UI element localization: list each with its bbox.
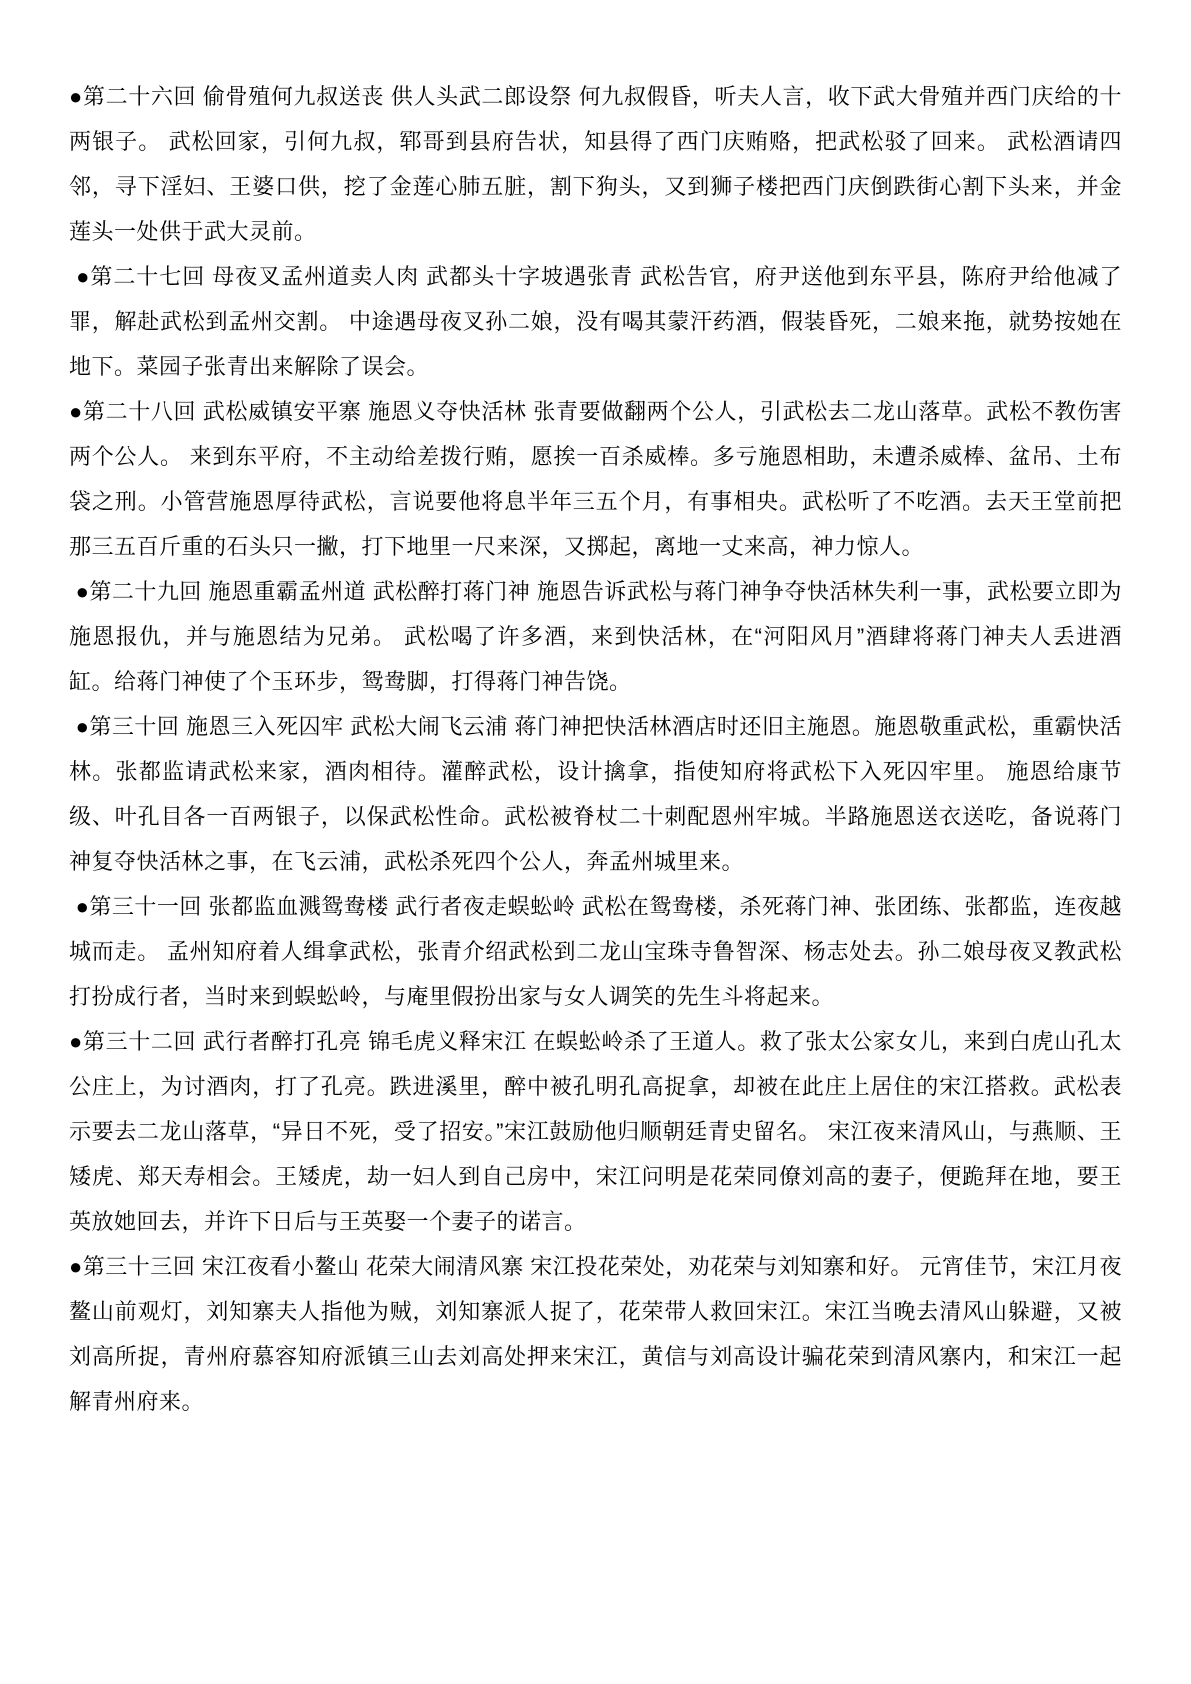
chapter-paragraph-31: ●第三十一回 张都监血溅鸳鸯楼 武行者夜走蜈蚣岭 武松在鸳鸯楼，杀死蒋门神、张团练、张都监，连夜越城而走。 孟州知府着人缉拿武松，张青介绍武松到二龙山宝珠寺鲁智深、杨志处去。孙二娘母夜叉教武松打扮成行者，当时来到蜈蚣岭，与庵里假扮出家与女人调笑的先生斗将起来。: [69, 894, 1122, 1009]
chapter-paragraph-26: ●第二十六回 偷骨殖何九叔送丧 供人头武二郎设祭 何九叔假昏，听夫人言，收下武大骨殖并西门庆给的十两银子。 武松回家，引何九叔，郓哥到县府告状，知县得了西门庆贿赂，把武松驳了回来。 武松酒请四邻，寻下淫妇、王婆口供，挖了金莲心肺五脏，割下狗头，又到狮子楼把西门庆倒跌街心割下头来，并金莲头一处供于武大灵前。: [69, 84, 1122, 244]
chapter-paragraph-27: ●第二十七回 母夜叉孟州道卖人肉 武都头十字坡遇张青 武松告官，府尹送他到东平县，陈府尹给他减了罪，解赴武松到孟州交割。 中途遇母夜叉孙二娘，没有喝其蒙汗药酒，假装昏死，二娘来拖，就势按她在地下。菜园子张青出来解除了误会。: [69, 264, 1122, 379]
chapter-paragraph-28: ●第二十八回 武松威镇安平寨 施恩义夺快活林 张青要做翻两个公人，引武松去二龙山落草。武松不教伤害两个公人。 来到东平府，不主动给差拨行贿，愿挨一百杀威棒。多亏施恩相助，未遭杀威棒、盆吊、土布袋之刑。小管营施恩厚待武松，言说要他将息半年三五个月，有事相央。武松听了不吃酒。去天王堂前把那三五百斤重的石头只一撇，打下地里一尺来深，又掷起，离地一丈来高，神力惊人。: [69, 399, 1122, 559]
document-page: [69, 74, 1122, 1424]
chapter-paragraph-33: ●第三十三回 宋江夜看小鳌山 花荣大闹清风寨 宋江投花荣处，劝花荣与刘知寨和好。 元宵佳节，宋江月夜鳌山前观灯，刘知寨夫人指他为贼，刘知寨派人捉了，花荣带人救回宋江。宋江当晚去清风山躲避，又被刘高所捉，青州府慕容知府派镇三山去刘高处押来宋江，黄信与刘高设计骗花荣到清风寨内，和宋江一起解青州府来。: [69, 1254, 1122, 1414]
chapter-paragraph-30: ●第三十回 施恩三入死囚牢 武松大闹飞云浦 蒋门神把快活林酒店时还旧主施恩。施恩敬重武松，重霸快活林。张都监请武松来家，酒肉相待。灌醉武松，设计擒拿，指使知府将武松下入死囚牢里。 施恩给康节级、叶孔目各一百两银子，以保武松性命。武松被脊杖二十刺配恩州牢城。半路施恩送衣送吃，备说蒋门神复夺快活林之事，在飞云浦，武松杀死四个公人，奔孟州城里来。: [69, 714, 1122, 874]
chapter-paragraph-32: ●第三十二回 武行者醉打孔亮 锦毛虎义释宋江 在蜈蚣岭杀了王道人。救了张太公家女儿，来到白虎山孔太公庄上，为讨酒肉，打了孔亮。跌进溪里，醉中被孔明孔高捉拿，却被在此庄上居住的宋江搭救。武松表示要去二龙山落草，“异日不死，受了招安。”宋江鼓励他归顺朝廷青史留名。 宋江夜来清风山，与燕顺、王矮虎、郑天寿相会。王矮虎，劫一妇人到自己房中，宋江问明是花荣同僚刘高的妻子，便跪拜在地，要王英放她回去，并许下日后与王英娶一个妻子的诺言。: [69, 1029, 1122, 1234]
chapter-paragraph-29: ●第二十九回 施恩重霸孟州道 武松醉打蒋门神 施恩告诉武松与蒋门神争夺快活林失利一事，武松要立即为施恩报仇，并与施恩结为兄弟。 武松喝了许多酒，来到快活林，在“河阳风月”酒肆将蒋门神夫人丢进酒缸。给蒋门神使了个玉环步，鸳鸯脚，打得蒋门神告饶。: [69, 579, 1122, 694]
